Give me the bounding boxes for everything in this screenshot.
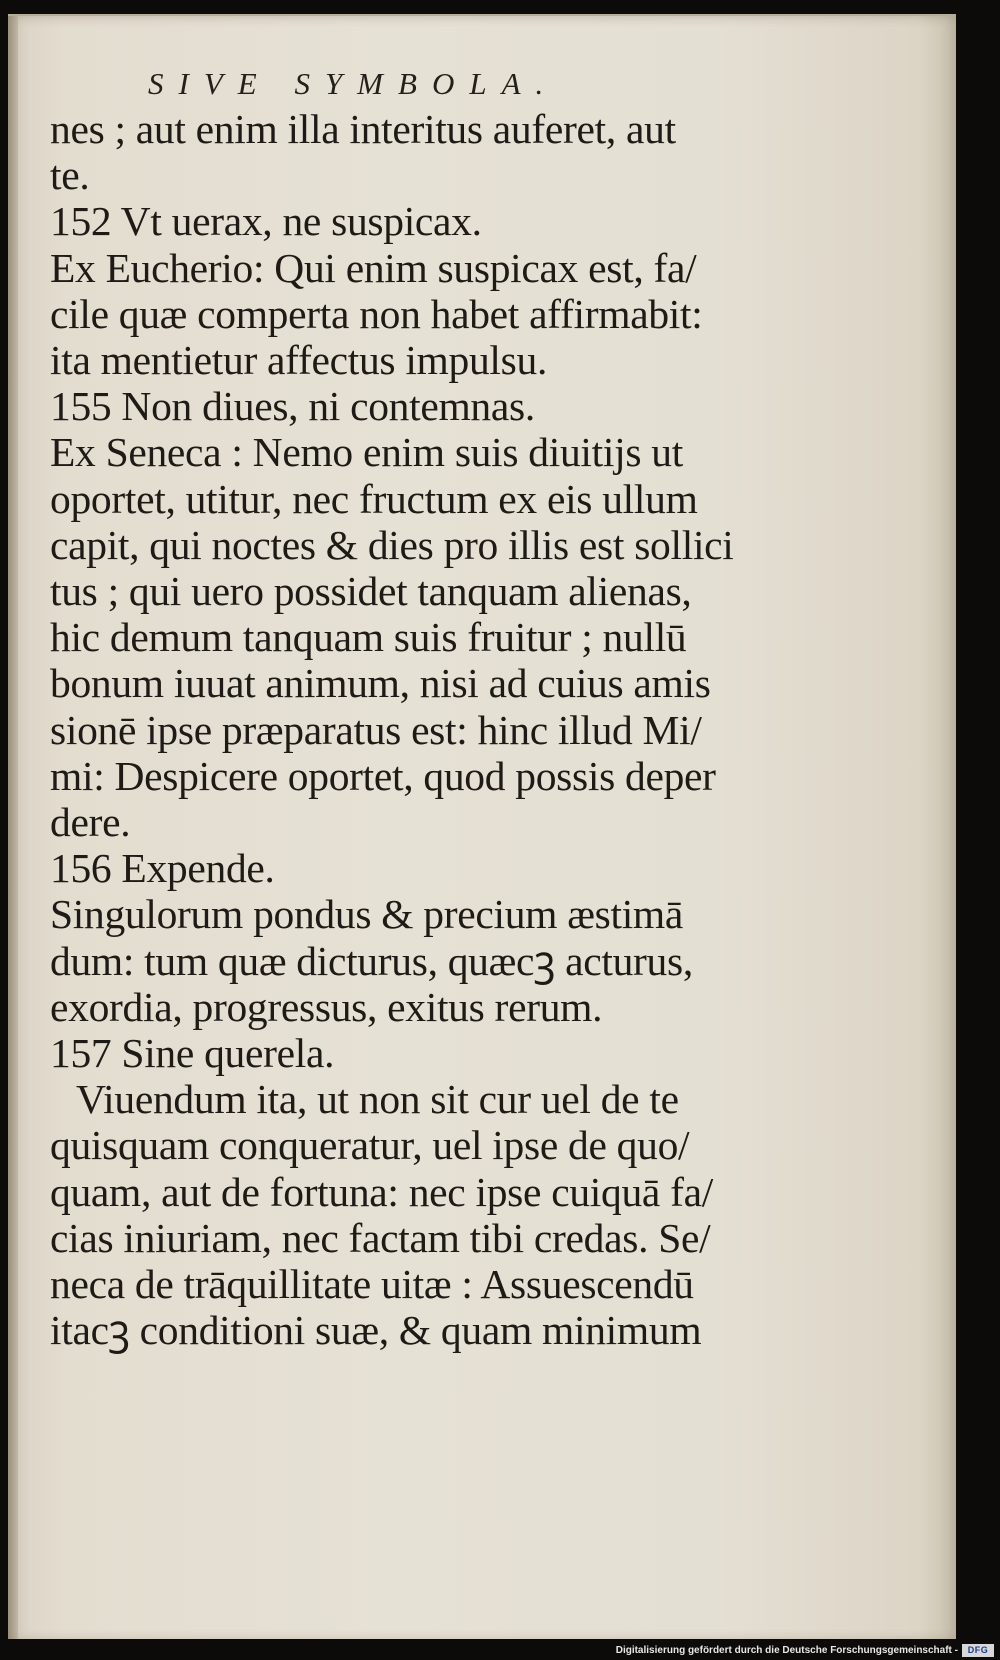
text-line: hic demum tanquam suis fruitur ; nullū bbox=[50, 614, 687, 661]
entry-heading-155: 155 Non diues, ni contemnas. bbox=[50, 383, 535, 430]
text-line: te. bbox=[50, 152, 90, 199]
entry-heading-156: 156 Expende. bbox=[50, 845, 275, 892]
text-line: Ex Eucherio: Qui enim suspicax est, fa/ bbox=[50, 244, 697, 291]
text-line: mi: Despicere oportet, quod possis deper bbox=[50, 752, 716, 799]
text-line: sionē ipse præparatus est: hinc illud Mi/ bbox=[50, 706, 702, 753]
text-line: nes ; aut enim illa interitus auferet, aut bbox=[50, 106, 676, 152]
running-head: SIVE SYMBOLA. bbox=[148, 66, 559, 101]
text-line: Singulorum pondus & precium æstimā bbox=[50, 891, 684, 938]
text-line: quisquam conqueratur, uel ipse de quo/ bbox=[50, 1122, 690, 1169]
text-line: quam, aut de fortuna: nec ipse cuiquā fa/ bbox=[50, 1168, 713, 1215]
binding-edge bbox=[8, 16, 18, 1641]
text-block bbox=[50, 62, 790, 1353]
text-line: oportet, utitur, nec fructum ex eis ullum bbox=[50, 475, 698, 522]
text-line: capit, qui noctes & dies pro illis est sollici bbox=[50, 521, 734, 568]
digitization-credit: Digitalisierung gefördert durch die Deutsche Forschungsgemeinschaft - bbox=[615, 1645, 958, 1656]
text-line: dum: tum quæ dicturus, quæcꝫ acturus, bbox=[50, 937, 693, 984]
text-line: dere. bbox=[50, 799, 131, 846]
text-line: ita mentietur affectus impulsu. bbox=[50, 337, 548, 384]
paper-page bbox=[8, 14, 956, 1641]
text-line: bonum iuuat animum, nisi ad cuius amis bbox=[50, 660, 711, 707]
entry-heading-152: 152 Vt uerax, ne suspicax. bbox=[50, 198, 482, 245]
text-line: Viuendum ita, ut non sit cur uel de te bbox=[76, 1076, 679, 1123]
text-line: cias iniuriam, nec factam tibi credas. Se/ bbox=[50, 1214, 711, 1261]
text-line: cile quæ comperta non habet affirmabit: bbox=[50, 290, 703, 337]
entry-heading-157: 157 Sine querela. bbox=[50, 1030, 335, 1077]
dfg-logo: DFG bbox=[962, 1644, 994, 1657]
text-line: tus ; qui uero possidet tanquam alienas, bbox=[50, 568, 692, 615]
text-line: exordia, progressus, exitus rerum. bbox=[50, 983, 603, 1030]
text-line: itacꝫ conditioni suæ, & quam minimum bbox=[50, 1307, 702, 1354]
text-line: Ex Seneca : Nemo enim suis diuitijs ut bbox=[50, 429, 683, 476]
text-line: neca de trāquillitate uitæ : Assuescendū bbox=[50, 1261, 694, 1308]
